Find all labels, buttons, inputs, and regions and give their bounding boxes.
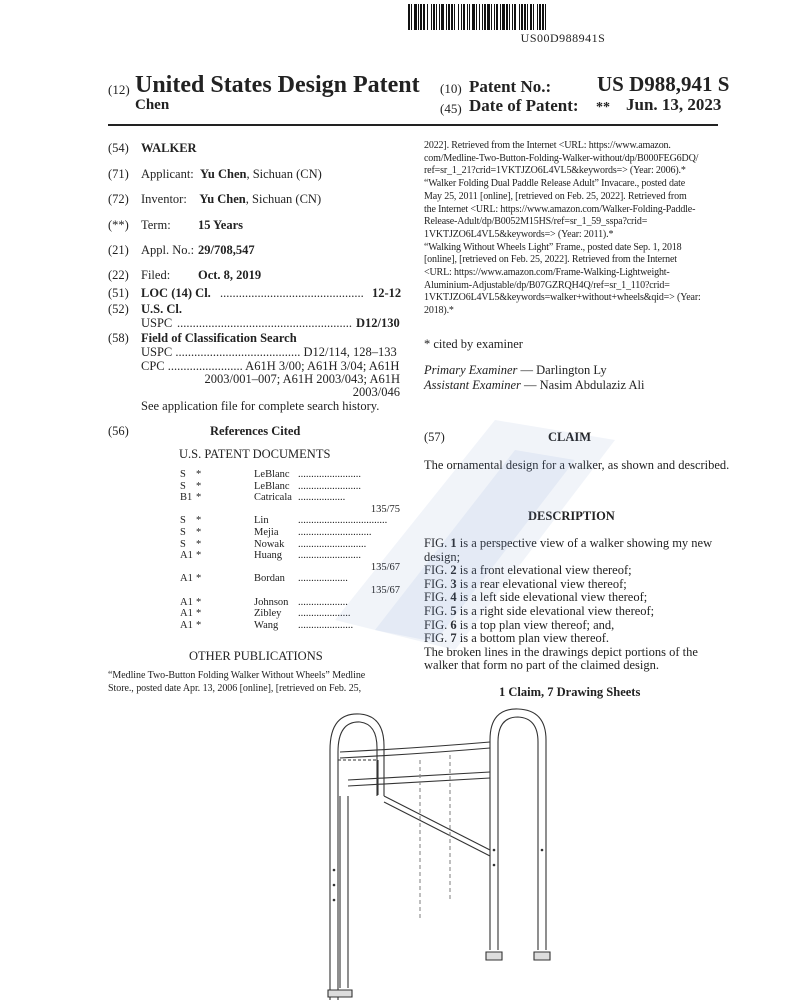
other-pub-line: 2018).* [424, 305, 454, 317]
reference-dots: ........................ [298, 469, 361, 480]
inid-code-72: (72) [108, 192, 129, 206]
reference-star: * [196, 619, 202, 631]
fig-1-line: FIG. 1 is a perspective view of a walker showing my new [424, 536, 713, 550]
reference-star: * [196, 550, 202, 562]
claim-label: CLAIM [548, 430, 592, 444]
reference-class-secondary: 135/67 [370, 561, 400, 573]
reference-kind: S [180, 538, 186, 550]
other-pub-line: com/Medline-Two-Button-Folding-Walker-without/dp/B000FEG6DQ/ [424, 152, 699, 164]
other-pub-line: 2022]. Retrieved from the Internet <URL: https://www.amazon. [424, 140, 671, 151]
reference-dots: ........................ [298, 480, 361, 492]
inid-code-term: (**) [108, 218, 129, 232]
fig-5-line: FIG. 5 is a right side elevational view thereof; [424, 603, 655, 618]
reference-kind: S [180, 469, 186, 480]
walker-crossbars [340, 742, 490, 856]
reference-dots: .................................. [298, 515, 388, 527]
reference-dots: ............................ [298, 527, 372, 538]
appl-no-label: Appl. No.: [141, 243, 195, 257]
inventor-label: Inventor: [141, 192, 187, 206]
reference-dots: .................... [298, 608, 351, 620]
uspc-label: USPC [141, 316, 173, 330]
other-publications-label: OTHER PUBLICATIONS [189, 649, 323, 663]
other-pub-line: the Internet <URL: https://www.amazon.com/Walker-Folding-Paddle- [424, 203, 696, 215]
reference-star: * [196, 538, 202, 550]
reference-name: Huang [254, 550, 282, 562]
primary-examiner-line [424, 363, 607, 378]
field-search-cpc-1: CPC ........................ A61H 3/00; A61H 3/04; A61H [141, 359, 400, 373]
walker-adjust-holes [333, 849, 544, 902]
barcode-bar [546, 4, 547, 30]
other-pub-line: [online], [retrieved on Feb. 25, 2022]. Retrieved from the Internet [424, 254, 677, 266]
reference-kind: A1 [180, 550, 193, 562]
loc-dots: .............................................. [220, 286, 364, 300]
uspc-value: D12/130 [356, 316, 400, 330]
inventor-line [141, 192, 321, 207]
reference-name: Lin [254, 515, 269, 527]
other-pub-line: Release-Adult/dp/B0052M15HS/ref=sr_1_59_sspa?crid= [424, 216, 648, 228]
reference-dots: .......................... [298, 538, 367, 550]
reference-kind: B1 [180, 492, 193, 504]
inid-code-57: (57) [424, 430, 445, 444]
field-search-cpc-3: 2003/046 [352, 385, 400, 399]
broken-lines-note-cont: walker that form no part of the claimed design. [424, 658, 659, 673]
loc-value: 12-12 [372, 286, 402, 300]
inid-code-52: (52) [108, 302, 129, 316]
other-pub-left-line: “Medline Two-Button Folding Walker Without Wheels” Medline [108, 670, 366, 681]
other-pub-right [424, 140, 718, 318]
reference-star: * [196, 573, 202, 585]
reference-class-secondary: 135/67 [370, 585, 400, 596]
reference-kind: S [180, 515, 186, 527]
patent-no-label: Patent No.: [469, 77, 552, 96]
reference-kind: A1 [180, 573, 193, 585]
other-pub-line: Aluminium-Adjustable/dp/B07GZRQH4Q/ref=sr_1_110?crid= [424, 279, 670, 291]
inventor-location: , Sichuan (CN) [245, 192, 322, 206]
filed-label: Filed: [141, 268, 171, 282]
fig-7-line: FIG. 7 is a bottom plan view thereof. [424, 631, 610, 646]
description-body [424, 537, 724, 673]
walker-right-frame [486, 709, 550, 960]
applicant-line [141, 167, 322, 182]
reference-star: * [196, 596, 202, 608]
term-value: 15 Years [198, 218, 244, 232]
barcode-number: US00D988941S [520, 31, 606, 45]
reference-kind: S [180, 480, 186, 492]
walker-hidden-lines [420, 755, 450, 920]
inid-code-51: (51) [108, 286, 129, 300]
header-rule [108, 124, 718, 126]
reference-name: LeBlanc [254, 480, 290, 492]
reference-kind: S [180, 527, 186, 538]
primary-examiner-name: — Darlington Ly [517, 363, 607, 377]
reference-name: Catricala [254, 492, 292, 504]
applicant-location: , Sichuan (CN) [246, 167, 322, 181]
other-pub-line: <URL: https://www.amazon.com/Frame-Walking-Lightweight- [424, 267, 670, 279]
appl-no-value: 29/708,547 [198, 243, 255, 257]
reference-kind: A1 [180, 596, 193, 608]
fig-2-line: FIG. 2 is a front elevational view thereof; [424, 563, 632, 578]
fig-3-line: FIG. 3 is a rear elevational view thereof; [424, 576, 627, 591]
reference-name: Mejia [254, 527, 279, 538]
reference-name: Johnson [254, 596, 289, 608]
applicant-name: Yu Chen [200, 167, 247, 181]
inid-code-58: (58) [108, 331, 129, 345]
date-of-patent: Jun. 13, 2023 [626, 95, 722, 114]
inid-code-45: (45) [440, 101, 462, 116]
inid-code-54: (54) [108, 141, 129, 155]
reference-name: Nowak [254, 538, 285, 550]
fig-4-line: FIG. 4 is a left side elevational view thereof; [424, 590, 648, 605]
other-pub-line: ref=sr_1_21?crid=1VKTJZO6L4VL5&keywords=> (Year: 2006).* [424, 165, 686, 177]
term-label: Term: [141, 218, 171, 232]
inventor-surname: Chen [135, 97, 170, 113]
broken-lines-note: The broken lines in the drawings depict portions of the [424, 644, 698, 659]
reference-dots: ........................ [298, 550, 361, 562]
cited-by-examiner: * cited by examiner [424, 337, 523, 351]
reference-kind: A1 [180, 619, 193, 631]
reference-dots: .................. [298, 492, 346, 504]
see-application-note: See application file for complete search history. [141, 399, 380, 413]
other-pub-line: “Walker Folding Dual Paddle Release Adult” Invacare., posted date [424, 178, 686, 190]
inid-code-21: (21) [108, 243, 129, 257]
description-label: DESCRIPTION [528, 509, 615, 523]
us-patent-docs-label: U.S. PATENT DOCUMENTS [179, 447, 331, 461]
assistant-examiner-line [424, 378, 644, 393]
reference-name: Bordan [254, 573, 285, 585]
other-pub-left-line: Store., posted date Apr. 13, 2006 [online], [retrieved on Feb. 25, [108, 682, 362, 694]
other-pub-line: 1VKTJZO6L4VL5&keywords=walker+without+wheels&qid=> (Year: [424, 292, 701, 304]
date-stars: ** [596, 100, 610, 115]
reference-kind: A1 [180, 608, 193, 620]
fig-1-line-cont: design; [424, 549, 461, 564]
inid-code-71: (71) [108, 167, 129, 181]
claims-sheets-count: 1 Claim, 7 Drawing Sheets [499, 685, 641, 699]
primary-examiner-label: Primary Examiner [424, 363, 518, 377]
inid-code-56: (56) [108, 424, 129, 438]
claim-text: The ornamental design for a walker, as shown and described. [424, 458, 730, 472]
date-of-patent-label: Date of Patent: [469, 96, 579, 115]
barcode [408, 4, 718, 30]
inid-code-22: (22) [108, 268, 129, 282]
references-cited-label: References Cited [210, 424, 301, 438]
applicant-label: Applicant: [141, 167, 194, 181]
reference-star: * [196, 480, 202, 492]
field-search-cpc-2: 2003/001–007; A61H 2003/043; A61H [204, 372, 400, 386]
field-search-uspc: USPC ........................................ D12/114, 128–133 [141, 345, 397, 359]
reference-star: * [196, 515, 202, 527]
loc-label: LOC (14) Cl. [141, 286, 211, 300]
reference-name: Wang [254, 619, 279, 631]
inventor-name: Yu Chen [199, 192, 246, 206]
assistant-examiner-label: Assistant Examiner [424, 378, 521, 392]
reference-class-secondary: 135/75 [370, 503, 400, 515]
patent-type-title: United States Design Patent [135, 72, 420, 98]
filed-value: Oct. 8, 2019 [198, 268, 262, 282]
inid-code-10: (10) [440, 81, 462, 96]
us-cl-label: U.S. Cl. [141, 302, 182, 316]
reference-name: Zibley [254, 608, 282, 620]
other-pub-line: May 25, 2011 [online], [retrieved on Feb. 25, 2022]. Retrieved from [424, 190, 687, 202]
reference-star: * [196, 492, 202, 504]
reference-dots: ................... [298, 596, 348, 608]
uspc-dots: ........................................................ [177, 316, 352, 330]
walker-drawing [300, 700, 560, 1000]
reference-name: LeBlanc [254, 469, 290, 480]
reference-star: * [196, 527, 202, 538]
other-pub-left [108, 670, 400, 695]
reference-star: * [196, 608, 202, 620]
design-title: WALKER [141, 141, 197, 155]
other-pub-line: 1VKTJZO6L4VL5&keywords=> (Year: 2011).* [424, 228, 614, 240]
reference-star: * [196, 469, 202, 480]
reference-dots: ................... [298, 573, 348, 585]
inid-code-12: (12) [108, 82, 130, 97]
assistant-examiner-name: — Nasim Abdulaziz Ali [520, 378, 645, 392]
reference-dots: ..................... [298, 619, 354, 631]
patent-number: US D988,941 S [597, 72, 730, 96]
field-search-label: Field of Classification Search [141, 331, 297, 345]
other-pub-line: “Walking Without Wheels Light” Frame., posted date Sep. 1, 2018 [424, 241, 682, 253]
fig-6-line: FIG. 6 is a top plan view thereof; and, [424, 617, 615, 632]
